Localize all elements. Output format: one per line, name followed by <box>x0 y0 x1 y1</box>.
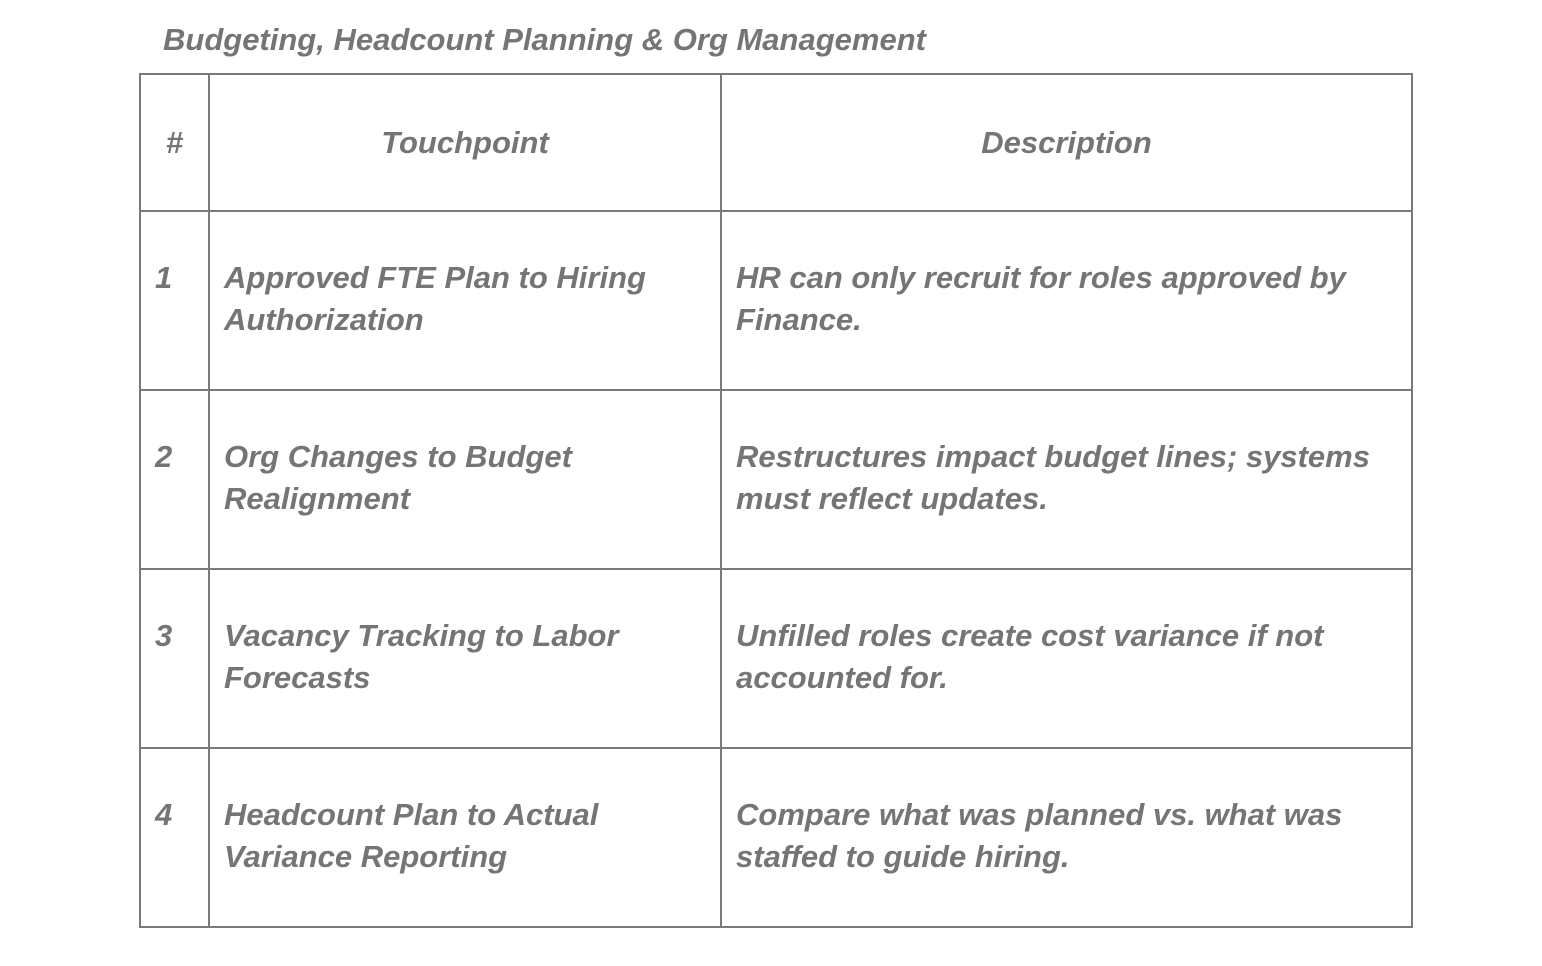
row-description: Restructures impact budget lines; systems must reflect updates. <box>721 390 1412 569</box>
header-description: Description <box>721 74 1412 211</box>
row-description: HR can only recruit for roles approved by Finance. <box>721 211 1412 390</box>
row-touchpoint: Headcount Plan to Actual Variance Reporting <box>209 748 721 927</box>
row-description: Compare what was planned vs. what was staffed to guide hiring. <box>721 748 1412 927</box>
header-number: # <box>140 74 209 211</box>
table-header-row <box>140 74 1412 211</box>
row-number: 3 <box>140 569 209 748</box>
row-touchpoint: Org Changes to Budget Realignment <box>209 390 721 569</box>
table-row <box>140 748 1412 927</box>
row-number: 2 <box>140 390 209 569</box>
row-description: Unfilled roles create cost variance if not accounted for. <box>721 569 1412 748</box>
table-row <box>140 569 1412 748</box>
table-row <box>140 390 1412 569</box>
row-number: 4 <box>140 748 209 927</box>
row-touchpoint: Vacancy Tracking to Labor Forecasts <box>209 569 721 748</box>
row-touchpoint: Approved FTE Plan to Hiring Authorization <box>209 211 721 390</box>
document-title: Budgeting, Headcount Planning & Org Management <box>163 22 926 57</box>
header-touchpoint: Touchpoint <box>209 74 721 211</box>
touchpoints-table <box>139 73 1413 928</box>
row-number: 1 <box>140 211 209 390</box>
table-row <box>140 211 1412 390</box>
